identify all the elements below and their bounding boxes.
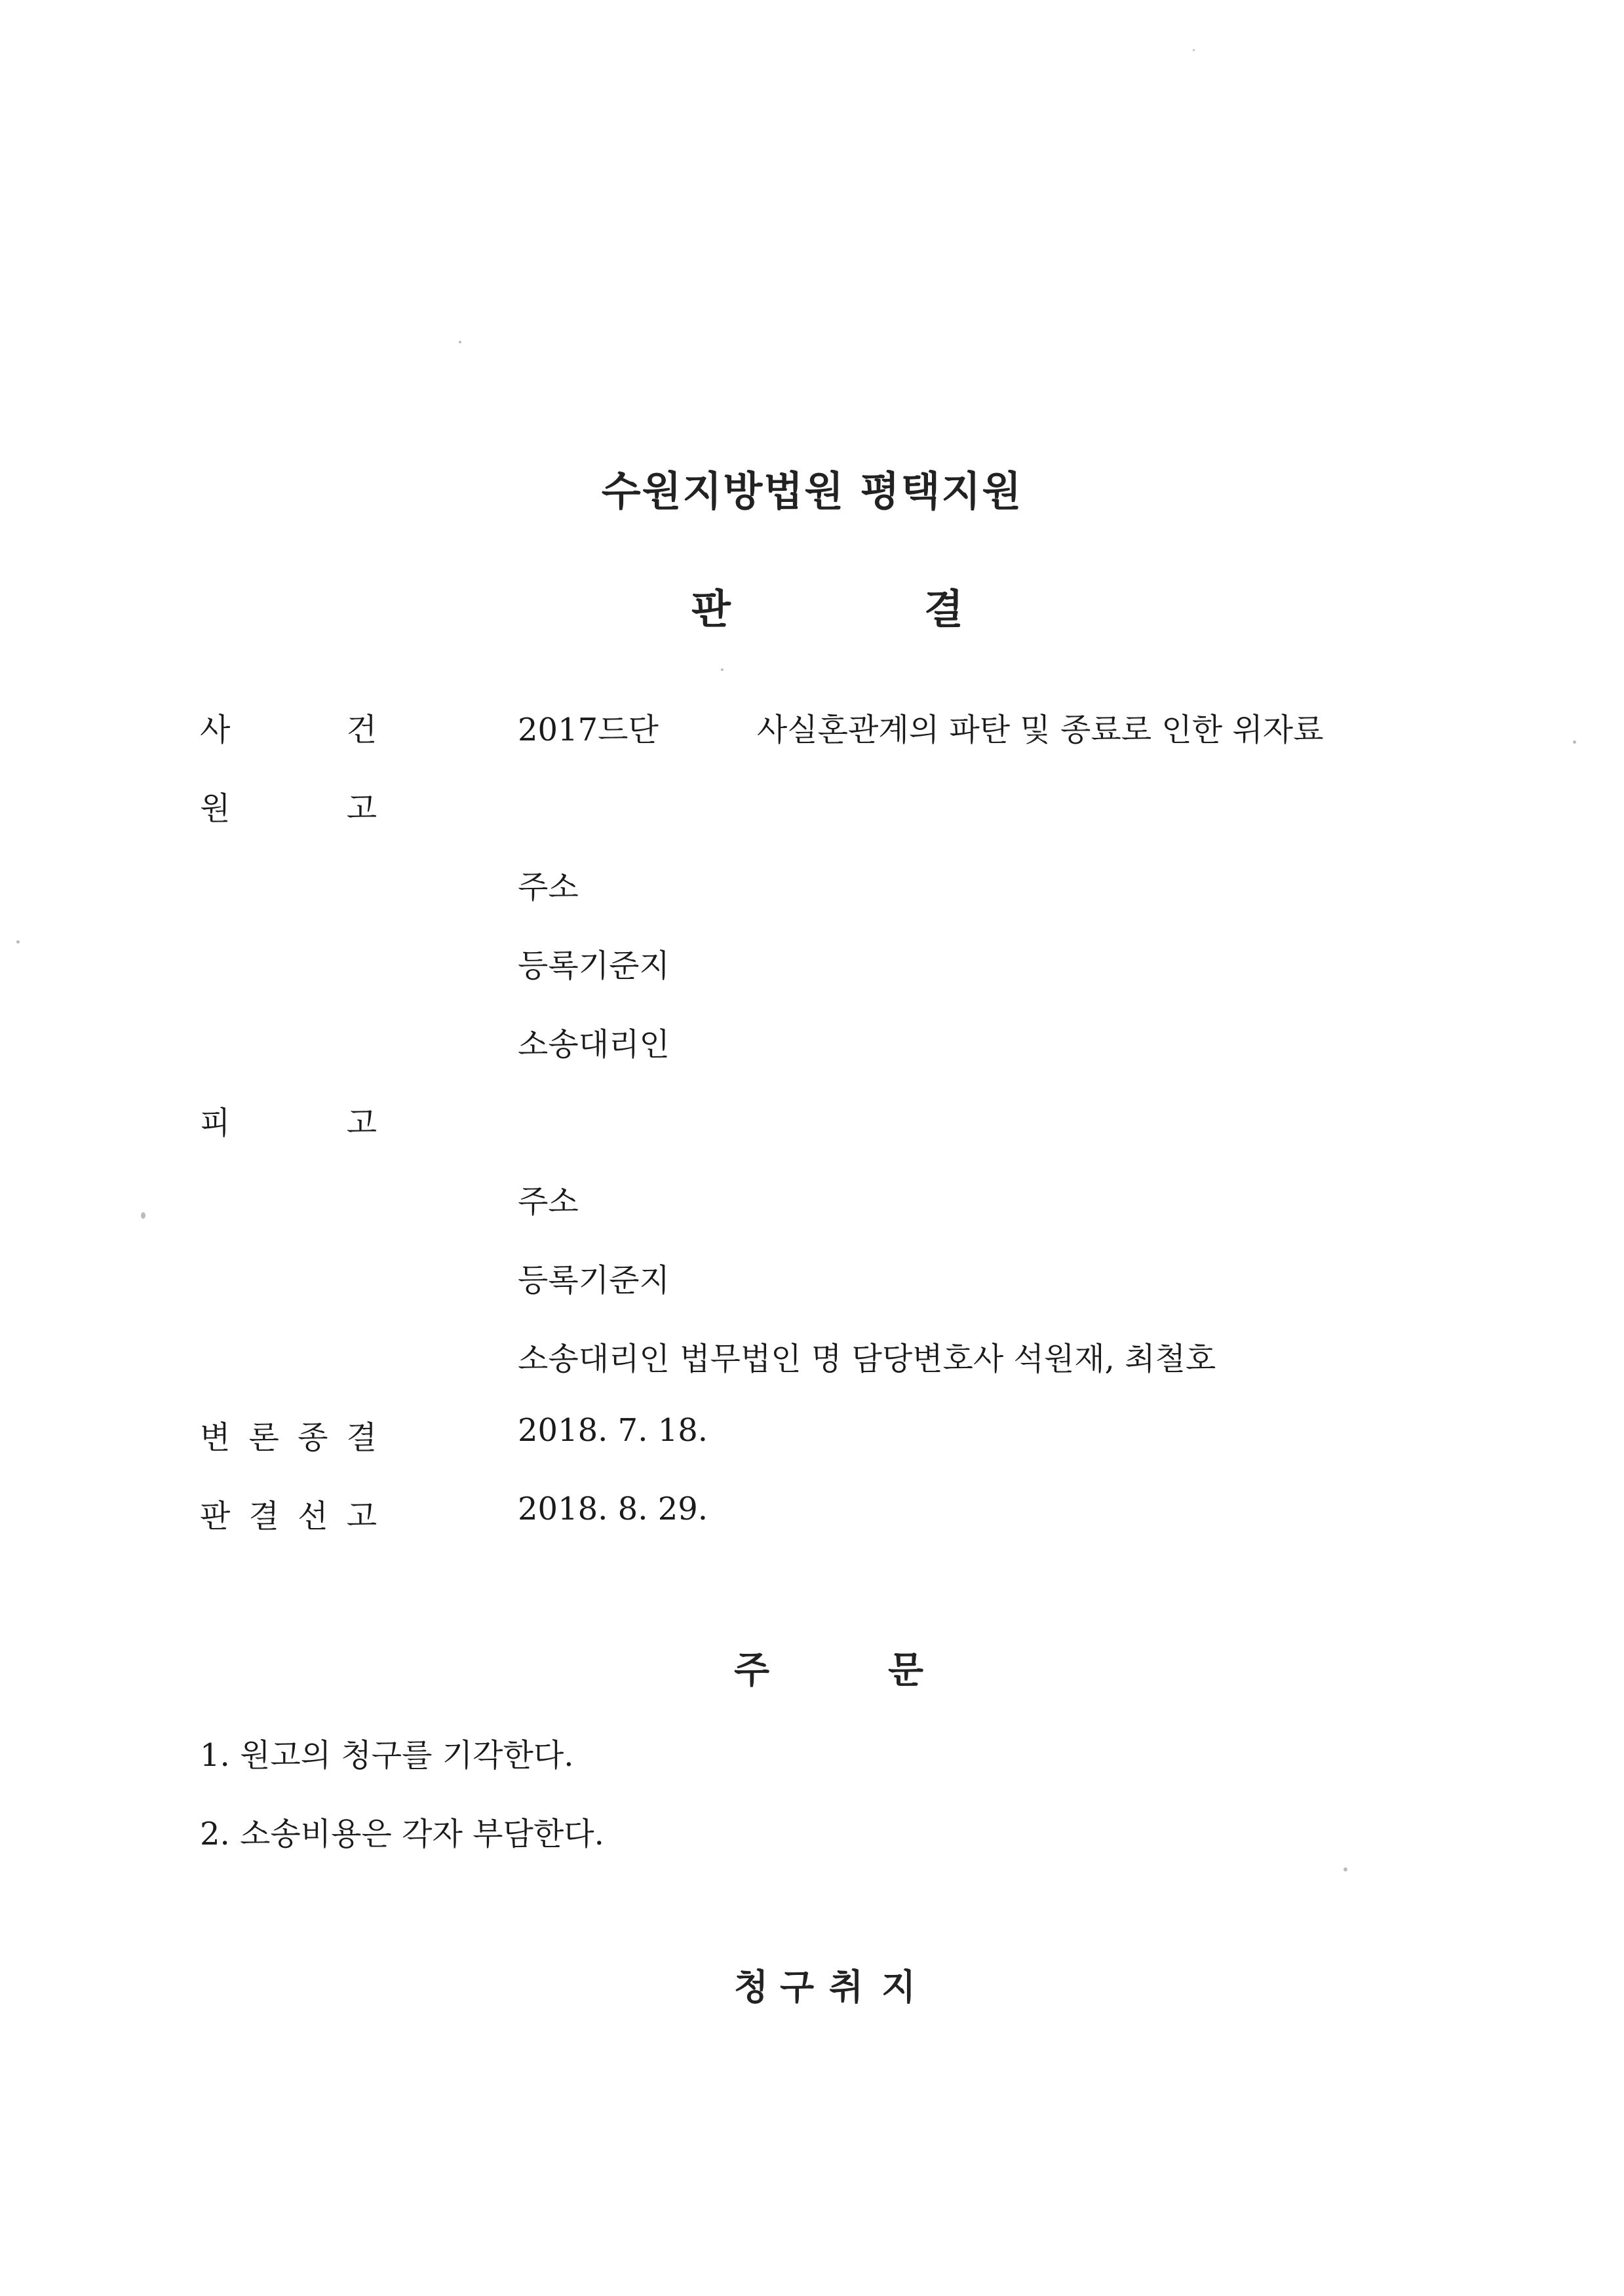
label-char: 피 bbox=[200, 1105, 231, 1141]
scan-speck bbox=[16, 940, 20, 944]
defendant-label bbox=[200, 1098, 377, 1143]
plaintiff-attorney-label: 소송대리인 bbox=[518, 1026, 670, 1063]
defendant-address-label: 주소 bbox=[518, 1183, 579, 1220]
order-heading-char: 주 bbox=[734, 1649, 770, 1692]
label-char: 고 bbox=[346, 1498, 377, 1535]
case-number: 2017드단 bbox=[518, 712, 659, 748]
claim-heading-char: 취 bbox=[829, 1966, 864, 2008]
order-heading-char: 문 bbox=[888, 1649, 924, 1692]
label-char: 판 bbox=[200, 1498, 231, 1535]
defendant-attorney: 소송대리인 법무법인 명 담당변호사 석원재, 최철호 bbox=[518, 1341, 1216, 1377]
claim-heading-char: 청 bbox=[734, 1966, 769, 2008]
label-char: 종 bbox=[298, 1419, 328, 1456]
plaintiff-address-label: 주소 bbox=[518, 869, 579, 906]
case-label bbox=[200, 704, 377, 750]
label-char: 사 bbox=[200, 712, 231, 748]
order-item: 1. 원고의 청구를 기각한다. bbox=[200, 1737, 574, 1774]
plaintiff-registry-label: 등록기준지 bbox=[518, 947, 670, 984]
court-name: 수원지방법원 평택지원 bbox=[601, 467, 1023, 515]
judgment-date: 2018. 8. 29. bbox=[518, 1491, 708, 1527]
doc-type-char: 판 bbox=[691, 585, 731, 633]
scan-speck bbox=[1573, 740, 1576, 744]
closing-argument-date: 2018. 7. 18. bbox=[518, 1412, 708, 1449]
label-char: 고 bbox=[346, 1105, 377, 1141]
case-title: 사실혼관계의 파탄 및 종료로 인한 위자료 bbox=[756, 712, 1324, 748]
scan-speck bbox=[141, 1212, 145, 1219]
case-value bbox=[518, 704, 1323, 750]
label-char: 결 bbox=[248, 1498, 279, 1535]
doc-type-char: 결 bbox=[924, 585, 963, 633]
scan-speck bbox=[459, 341, 461, 343]
scan-speck bbox=[1344, 1867, 1347, 1871]
label-char: 결 bbox=[346, 1419, 377, 1456]
claim-heading-char: 지 bbox=[881, 1966, 916, 2008]
judgment-date-label bbox=[200, 1491, 377, 1536]
closing-argument-label bbox=[200, 1412, 377, 1457]
plaintiff-label bbox=[200, 783, 377, 828]
label-char: 건 bbox=[346, 712, 377, 748]
claim-heading-char: 구 bbox=[780, 1966, 815, 2008]
label-char: 원 bbox=[200, 790, 231, 827]
order-item: 2. 소송비용은 각자 부담한다. bbox=[200, 1816, 604, 1852]
label-char: 변 bbox=[200, 1419, 231, 1456]
defendant-registry-label: 등록기준지 bbox=[518, 1262, 670, 1299]
label-char: 고 bbox=[346, 790, 377, 827]
label-char: 선 bbox=[298, 1498, 328, 1535]
scan-speck bbox=[721, 668, 724, 671]
scan-speck bbox=[1193, 49, 1195, 51]
label-char: 론 bbox=[248, 1419, 279, 1456]
